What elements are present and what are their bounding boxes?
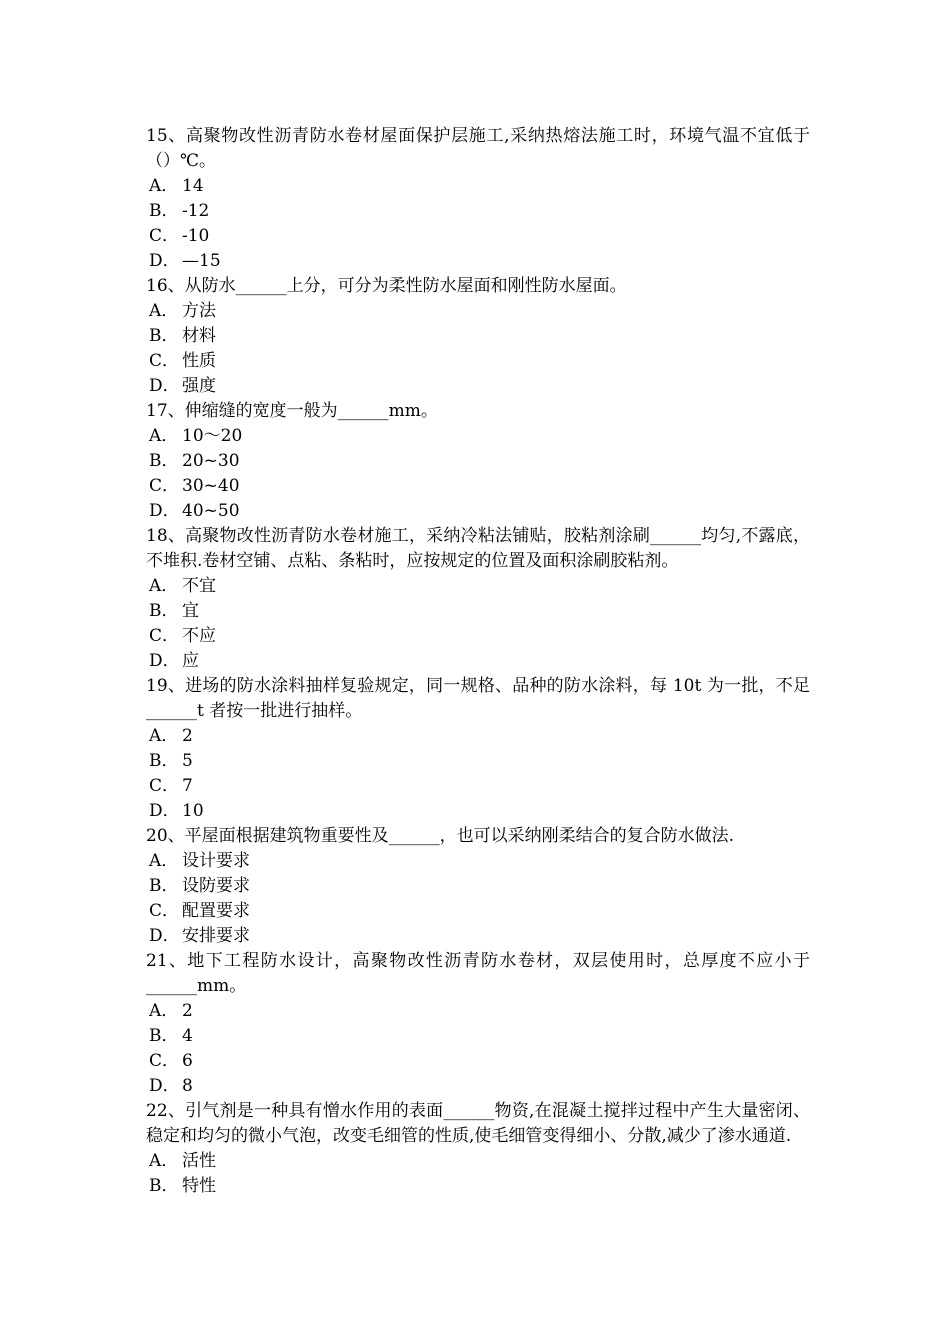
option-letter: A． [149, 176, 179, 196]
question-19 [146, 674, 810, 824]
option-text: 设防要求 [182, 876, 250, 896]
option-letter: C． [149, 351, 180, 371]
option-letter: B． [149, 1026, 179, 1046]
option-text: 2 [182, 1001, 193, 1021]
option-text: 材料 [182, 326, 216, 346]
option-b [146, 874, 810, 899]
option-text: 10～20 [182, 426, 243, 446]
question-17 [146, 399, 810, 524]
option-letter: B． [149, 201, 179, 221]
option-letter: D． [149, 801, 180, 821]
question-stem: 17、伸缩缝的宽度一般为______mm。 [146, 401, 438, 421]
option-b [146, 1174, 810, 1199]
option-a [146, 574, 810, 599]
option-a [146, 299, 810, 324]
option-c [146, 1049, 810, 1074]
option-text: 方法 [182, 301, 216, 321]
option-text: 8 [182, 1076, 193, 1096]
option-a [146, 849, 810, 874]
option-c [146, 899, 810, 924]
option-text: 宜 [182, 601, 199, 621]
question-stem: 19、进场的防水涂料抽样复验规定，同一规格、品种的防水涂料，每 10t 为一批，不足______t 者按一批进行抽样。 [146, 676, 810, 721]
option-letter: A． [149, 426, 179, 446]
option-letter: C． [149, 901, 180, 921]
option-text: 10 [182, 801, 204, 821]
option-b [146, 324, 810, 349]
option-letter: B． [149, 326, 179, 346]
option-b [146, 449, 810, 474]
option-d [146, 1074, 810, 1099]
option-text: 2 [182, 726, 193, 746]
option-letter: C． [149, 476, 180, 496]
option-letter: A． [149, 1001, 179, 1021]
option-text: 30~40 [182, 476, 240, 496]
option-letter: A． [149, 726, 179, 746]
question-22 [146, 1099, 810, 1199]
option-d [146, 499, 810, 524]
option-letter: D． [149, 376, 180, 396]
option-text: 6 [182, 1051, 193, 1071]
option-c [146, 224, 810, 249]
option-letter: B． [149, 601, 179, 621]
question-stem: 20、平屋面根据建筑物重要性及______，也可以采纳刚柔结合的复合防水做法. [146, 826, 735, 846]
option-letter: D． [149, 651, 180, 671]
option-b [146, 1024, 810, 1049]
option-a [146, 1149, 810, 1174]
question-16 [146, 274, 810, 399]
option-text: 配置要求 [182, 901, 250, 921]
option-a [146, 999, 810, 1024]
option-d [146, 924, 810, 949]
option-letter: D． [149, 251, 180, 271]
option-letter: B． [149, 751, 179, 771]
option-c [146, 774, 810, 799]
option-text: 活性 [182, 1151, 216, 1171]
option-text: 性质 [182, 351, 216, 371]
option-text: 特性 [182, 1176, 216, 1196]
option-text: 20~30 [182, 451, 240, 471]
option-letter: B． [149, 451, 179, 471]
option-text: 设计要求 [182, 851, 250, 871]
option-letter: B． [149, 876, 179, 896]
question-stem: 21、地下工程防水设计，高聚物改性沥青防水卷材，双层使用时，总厚度不应小于______mm。 [146, 951, 810, 996]
option-text: 4 [182, 1026, 193, 1046]
option-letter: D． [149, 1076, 180, 1096]
option-d [146, 799, 810, 824]
question-18 [146, 524, 810, 674]
option-c [146, 624, 810, 649]
question-stem: 15、高聚物改性沥青防水卷材屋面保护层施工,采纳热熔法施工时，环境气温不宜低于（）℃。 [146, 126, 810, 171]
option-text: 不宜 [182, 576, 216, 596]
option-b [146, 199, 810, 224]
option-text: 14 [182, 176, 204, 196]
option-c [146, 474, 810, 499]
question-stem: 16、从防水______上分，可分为柔性防水屋面和刚性防水屋面。 [146, 276, 627, 296]
option-letter: A． [149, 851, 179, 871]
option-text: 安排要求 [182, 926, 250, 946]
question-stem: 18、高聚物改性沥青防水卷材施工，采纳冷粘法铺贴，胶粘剂涂刷______均匀,不露底，不堆积.卷材空铺、点粘、条粘时，应按规定的位置及面积涂刷胶粘剂。 [146, 526, 810, 571]
option-b [146, 749, 810, 774]
option-letter: A． [149, 301, 179, 321]
option-text: -12 [182, 201, 210, 221]
option-text: 40~50 [182, 501, 240, 521]
option-letter: B． [149, 1176, 179, 1196]
option-b [146, 599, 810, 624]
option-text: 不应 [182, 626, 216, 646]
option-a [146, 424, 810, 449]
option-letter: A． [149, 576, 179, 596]
option-letter: C． [149, 626, 180, 646]
question-15 [146, 124, 810, 274]
option-letter: C． [149, 1051, 180, 1071]
option-d [146, 649, 810, 674]
option-text: -10 [182, 226, 210, 246]
option-d [146, 249, 810, 274]
option-text: —15 [182, 251, 221, 271]
option-letter: D． [149, 926, 180, 946]
option-letter: D． [149, 501, 180, 521]
question-21 [146, 949, 810, 1099]
question-20 [146, 824, 810, 949]
question-stem: 22、引气剂是一种具有憎水作用的表面______物资,在混凝土搅拌过程中产生大量密闭、稳定和均匀的微小气泡，改变毛细管的性质,使毛细管变得细小、分散,减少了渗水通道. [146, 1101, 810, 1146]
option-text: 5 [182, 751, 193, 771]
option-c [146, 349, 810, 374]
option-a [146, 724, 810, 749]
option-a [146, 174, 810, 199]
option-letter: A． [149, 1151, 179, 1171]
option-letter: C． [149, 776, 180, 796]
option-text: 应 [182, 651, 199, 671]
option-text: 强度 [182, 376, 216, 396]
question-list [146, 124, 810, 1199]
option-d [146, 374, 810, 399]
option-text: 7 [182, 776, 193, 796]
option-letter: C． [149, 226, 180, 246]
